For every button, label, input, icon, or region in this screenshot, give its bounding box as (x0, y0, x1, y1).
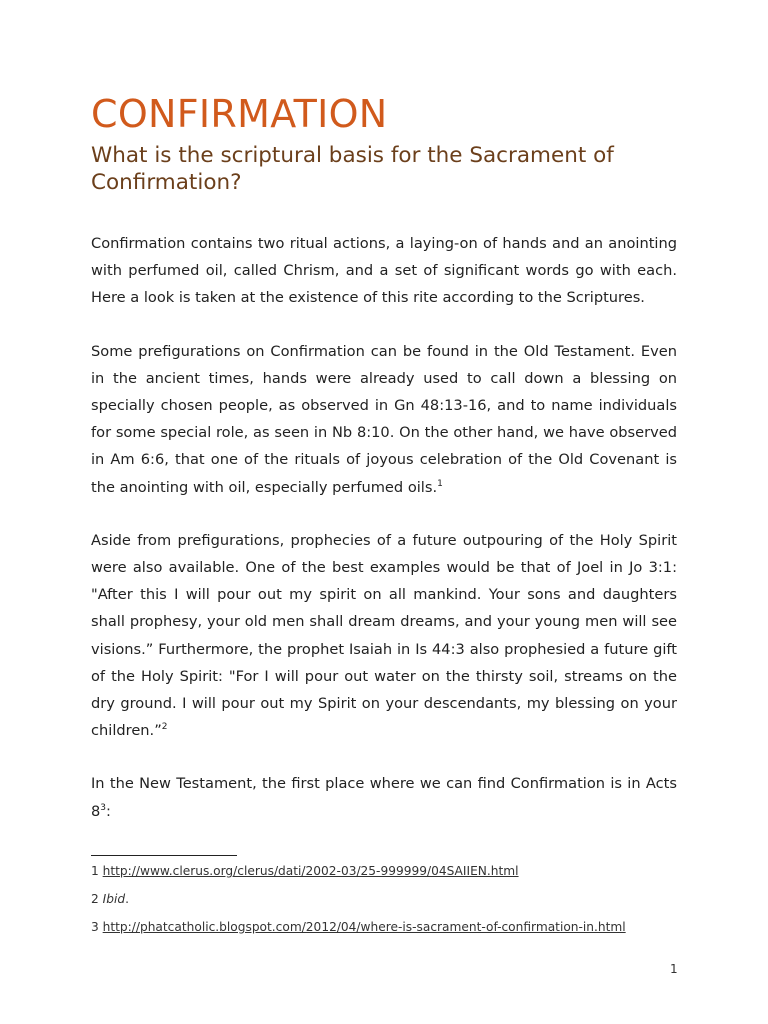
paragraph-new-testament (91, 770, 677, 824)
paragraph-text: Some prefigurations on Confirmation can be found in the Old Testament. Even in the ancient times, hands were already used to call down a blessing on specially chosen people, as observed in Gn 48:13-16, and to name individuals for some special role, as seen in Nb 8:10. On the other hand, we have observed in Am 6:6, that one of the rituals of joyous celebration of the Old Covenant is the anointing with oil, especially perfumed oils. (91, 342, 677, 496)
footnote-separator (91, 855, 237, 856)
footnote-number: 2 (91, 892, 99, 906)
footnote-link[interactable]: http://www.clerus.org/clerus/dati/2002-03/25-999999/04SAIIEN.html (102, 864, 519, 878)
document-title: CONFIRMATION (91, 92, 388, 136)
footnote-ref-2: 2 (161, 722, 168, 733)
footnote-text: Ibid (102, 892, 126, 906)
footnote-ref-3: 3 (100, 802, 107, 813)
footnote-link[interactable]: http://phatcatholic.blogspot.com/2012/04/where-is-sacrament-of-confirmation-in.html (102, 920, 626, 934)
paragraph-tail: : (106, 802, 111, 820)
footnote-1 (91, 857, 677, 885)
paragraph-text: In the New Testament, the first place where we can find Confirmation is in Acts 8 (91, 775, 677, 820)
document-subtitle: What is the scriptural basis for the Sacrament of Confirmation? (91, 143, 614, 195)
paragraph-prophecies (91, 527, 677, 745)
footnote-number: 3 (91, 920, 99, 934)
paragraph-prefigurations (91, 338, 677, 501)
document-body (91, 230, 677, 851)
paragraph-text: Aside from prefigurations, prophecies of a future outpouring of the Holy Spirit were also available. One of the best examples would be that of Joel in Jo 3:1: "After this I will pour out my spirit on all mankind. Your sons and daughters shall prophesy, your old men shall dream dreams, and your young men will see visions.” Furthermore, the prophet Isaiah in Is 44:3 also prophesied a future gift of the Holy Spirit: "For I will pour out water on the thirsty soil, streams on the dry ground. I will pour out my Spirit on your descendants, my blessing on your children.” (91, 531, 677, 740)
footnote-ref-1: 1 (437, 478, 443, 489)
footnote-3 (91, 913, 677, 941)
page-number: 1 (670, 962, 678, 976)
footnote-number: 1 (91, 864, 99, 878)
paragraph-text: Confirmation contains two ritual actions, a laying-on of hands and an anointing with perfumed oil, called Chrism, and a set of significant words go with each. Here a look is taken at the existence of this rite according to the Scriptures. (91, 235, 677, 307)
paragraph-intro (91, 230, 677, 312)
footnote-2 (91, 885, 677, 913)
footnotes (91, 857, 677, 941)
footnote-tail: . (125, 892, 129, 906)
